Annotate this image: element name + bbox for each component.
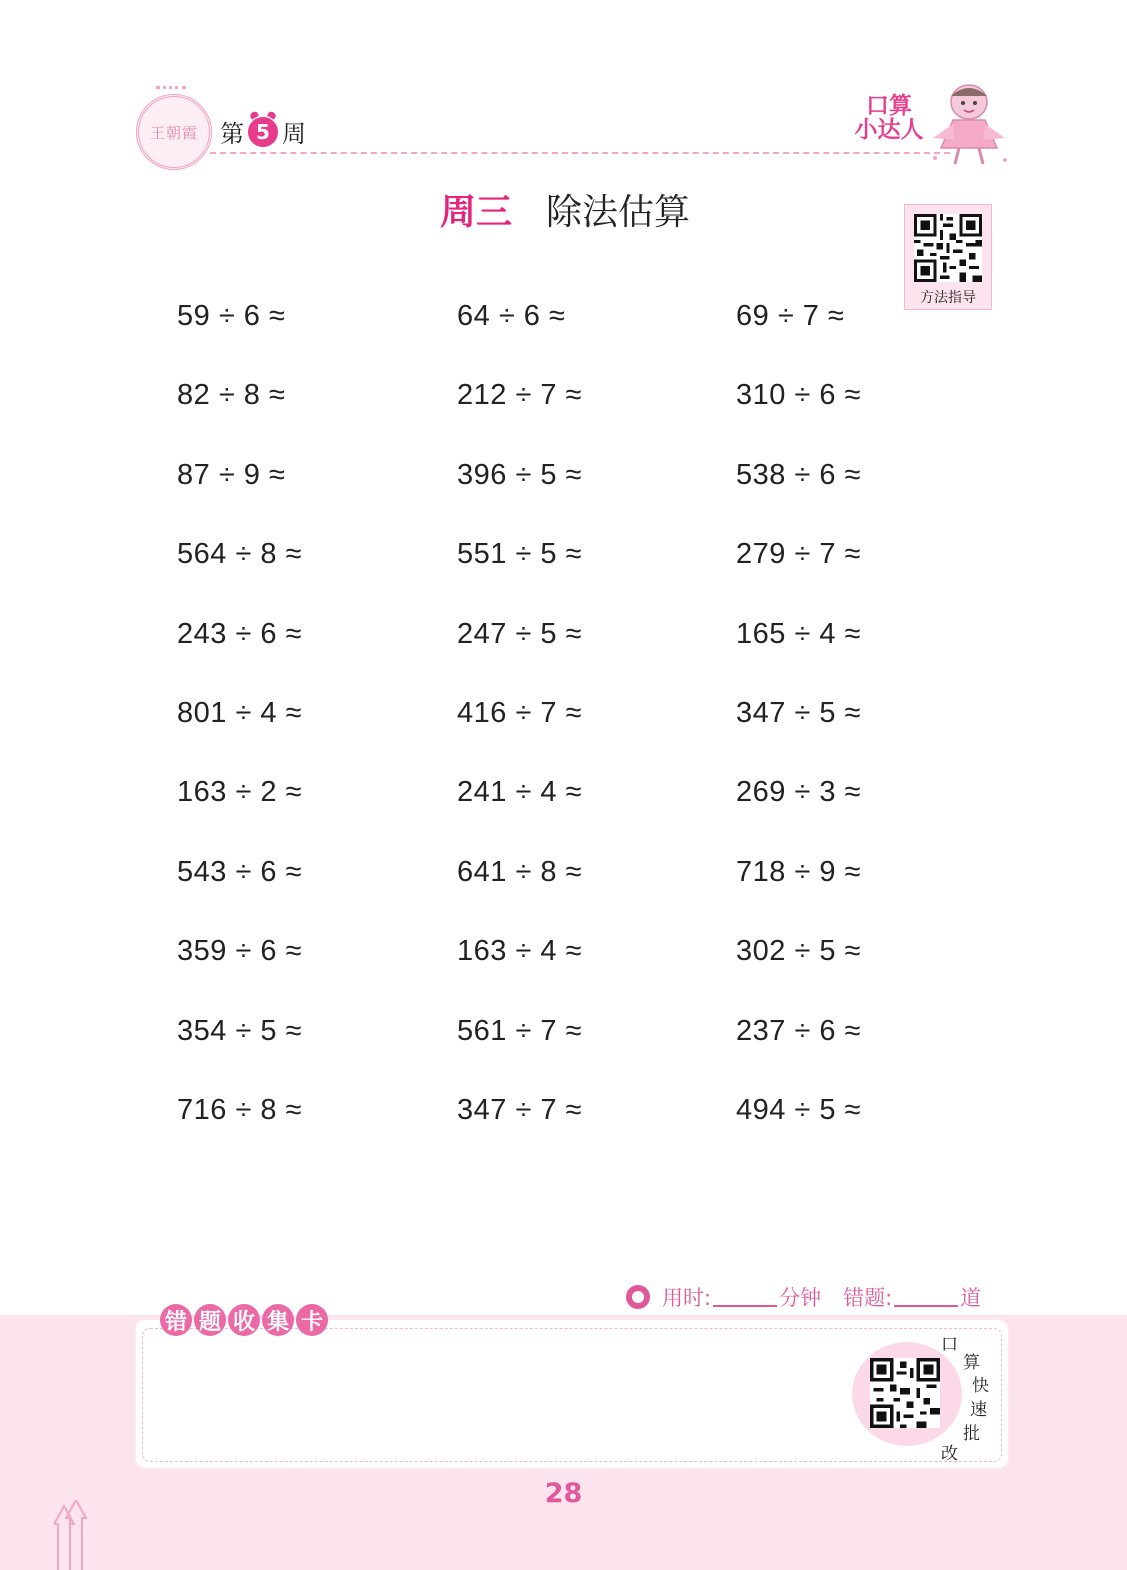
problem-item: 494 ÷ 5 ≈ [736, 1093, 862, 1126]
problem-item: 243 ÷ 6 ≈ [177, 617, 303, 650]
problem-item: 212 ÷ 7 ≈ [457, 379, 583, 412]
errors-label: 错题: [843, 1286, 893, 1310]
card-title-char: 收 [228, 1304, 260, 1336]
problem-item: 551 ÷ 5 ≈ [457, 538, 583, 571]
time-and-errors-record [626, 1282, 981, 1312]
problem-item: 718 ÷ 9 ≈ [736, 855, 862, 888]
week-prefix: 第 [220, 120, 244, 148]
page-title [440, 184, 690, 235]
problem-item: 64 ÷ 6 ≈ [457, 300, 566, 332]
problem-item: 310 ÷ 6 ≈ [736, 379, 862, 412]
problem-item: 279 ÷ 7 ≈ [736, 538, 862, 571]
brand-line-2: 小达人 [854, 117, 924, 143]
problem-item: 241 ÷ 4 ≈ [457, 776, 583, 809]
week-label [220, 114, 306, 149]
grading-text-char: 改 [941, 1444, 958, 1464]
problem-item: 347 ÷ 7 ≈ [457, 1093, 583, 1126]
card-title-char: 题 [194, 1304, 226, 1336]
brand-logo [853, 94, 925, 146]
errors-blank[interactable] [894, 1287, 958, 1307]
problem-item: 247 ÷ 5 ≈ [457, 617, 583, 650]
problem-item: 538 ÷ 6 ≈ [736, 458, 862, 491]
seal-text: 王朝霞 [149, 123, 198, 142]
mascot-illustration [925, 78, 1013, 168]
brand-line-1: 口算 [866, 93, 912, 119]
method-guide-qr-box[interactable] [904, 204, 992, 310]
problem-item: 302 ÷ 5 ≈ [736, 935, 862, 968]
week-number-badge: 5 [248, 117, 278, 147]
problem-item: 82 ÷ 8 ≈ [177, 379, 286, 412]
problem-item: 641 ÷ 8 ≈ [457, 855, 583, 888]
grading-qr-code-icon[interactable] [870, 1358, 940, 1428]
time-blank[interactable] [713, 1287, 777, 1307]
problem-item: 359 ÷ 6 ≈ [177, 935, 303, 968]
grading-text-char: 快 [972, 1376, 989, 1396]
week-suffix: 周 [282, 120, 306, 148]
card-title-char: 集 [262, 1304, 294, 1336]
problem-item: 396 ÷ 5 ≈ [457, 458, 583, 491]
page-number: 28 [544, 1478, 583, 1509]
problem-item: 163 ÷ 2 ≈ [177, 776, 303, 809]
problem-item: 561 ÷ 7 ≈ [457, 1014, 583, 1047]
errors-unit: 道 [960, 1286, 982, 1310]
arrow-decoration-icon [54, 1500, 88, 1570]
problem-item: 237 ÷ 6 ≈ [736, 1014, 862, 1047]
qr-caption: 方法指导 [920, 290, 976, 306]
problem-item: 416 ÷ 7 ≈ [457, 696, 583, 729]
problem-item: 347 ÷ 5 ≈ [736, 696, 862, 729]
card-title-char: 错 [160, 1304, 192, 1336]
stopwatch-icon [626, 1285, 650, 1309]
problem-item: 165 ÷ 4 ≈ [736, 617, 862, 650]
problem-item: 354 ÷ 5 ≈ [177, 1014, 303, 1047]
title-topic: 除法估算 [546, 192, 691, 233]
grading-text-char: 速 [970, 1400, 987, 1420]
problem-item: 69 ÷ 7 ≈ [736, 300, 845, 332]
header-divider [210, 152, 950, 154]
card-title-char: 卡 [296, 1304, 328, 1336]
problem-item: 716 ÷ 8 ≈ [177, 1093, 303, 1126]
publisher-seal-logo [136, 94, 212, 170]
problem-item: 87 ÷ 9 ≈ [177, 458, 286, 491]
problem-item: 801 ÷ 4 ≈ [177, 696, 303, 729]
problem-item: 564 ÷ 8 ≈ [177, 538, 303, 571]
title-day: 周三 [440, 192, 513, 233]
time-unit: 分钟 [779, 1286, 822, 1310]
grading-text-char: 口 [941, 1335, 958, 1355]
card-title-tag [160, 1304, 328, 1336]
problem-item: 269 ÷ 3 ≈ [736, 776, 862, 809]
grading-text-char: 批 [963, 1424, 980, 1444]
problem-item: 543 ÷ 6 ≈ [177, 855, 303, 888]
problem-item: 163 ÷ 4 ≈ [457, 935, 583, 968]
grading-text-char: 算 [963, 1353, 980, 1373]
time-label: 用时: [662, 1286, 712, 1310]
problem-item: 59 ÷ 6 ≈ [177, 300, 286, 332]
qr-code-icon [914, 214, 982, 282]
